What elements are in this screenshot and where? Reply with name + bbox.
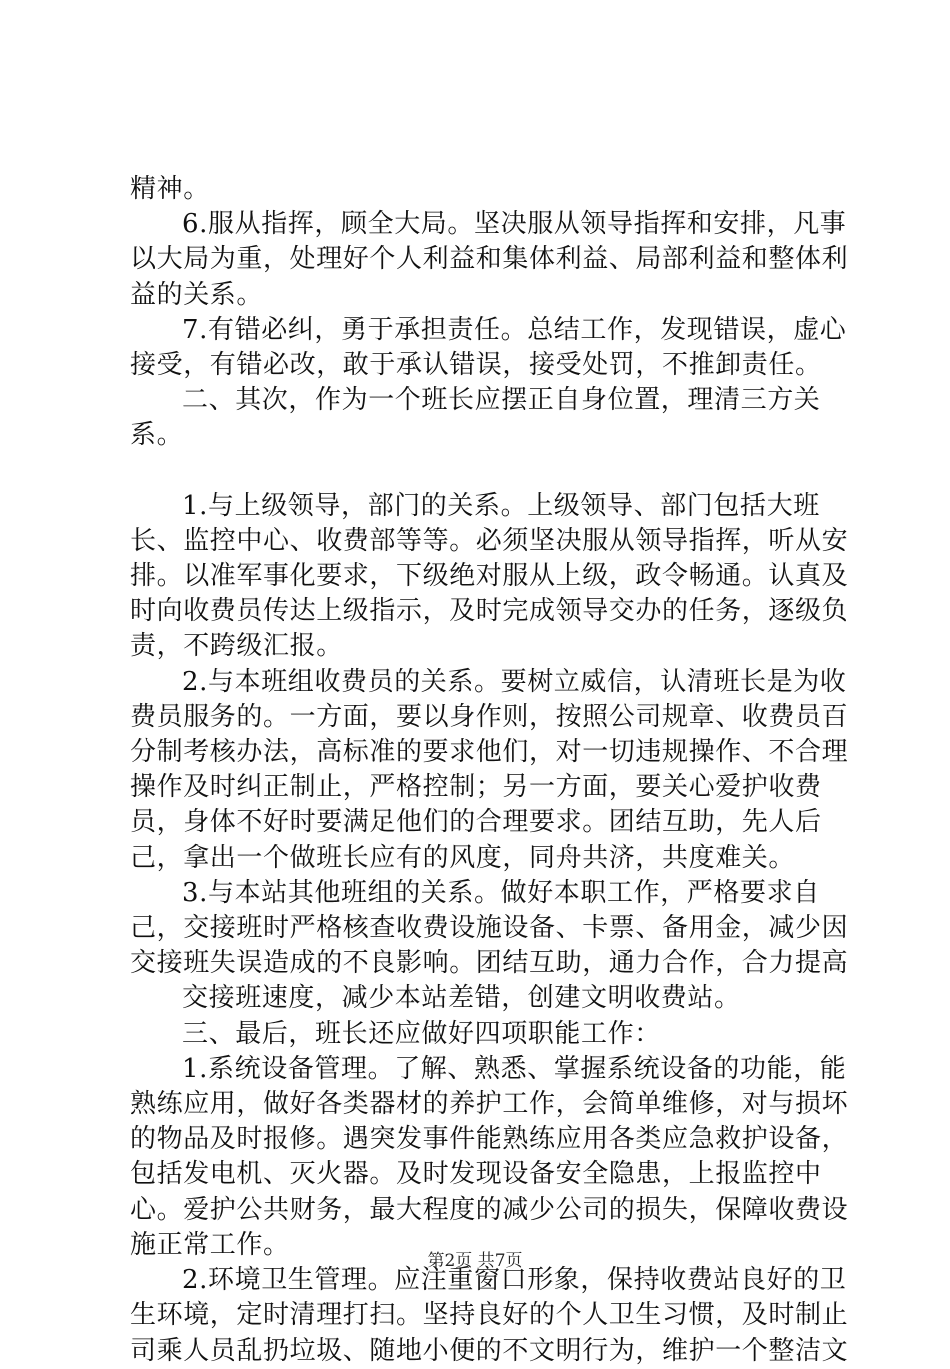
section-heading-2: 二、其次，作为一个班长应摆正自身位置，理清三方关系。 xyxy=(130,385,821,451)
paragraph-continuation: 精神。 xyxy=(130,174,210,204)
paragraph-relation-3: 3.与本站其他班组的关系。做好本职工作，严格要求自己，交接班时严格核查收费设施设备、卡票、备用金，减少因交接班失误造成的不良影响。团结互助，通力合作，合力提高 xyxy=(130,877,849,979)
paragraph-function-2: 2.环境卫生管理。应注重窗口形象，保持收费站良好的卫生环境，定时清理打扫。坚持良好的个人卫生习惯，及时制止司乘人员乱扔垃圾、随地小便的不文明行为，维护一个整洁文 xyxy=(130,1265,849,1366)
page-footer: 第2页 共7页 xyxy=(427,1251,523,1271)
paragraph-relation-3-continued: 交接班速度，减少本站差错，创建文明收费站。 xyxy=(182,983,741,1014)
section-heading-3: 三、最后，班长还应做好四项职能工作： xyxy=(182,1018,661,1049)
paragraph-relation-2: 2.与本班组收费员的关系。要树立威信，认清班长是为收费员服务的。一方面，要以身作则，按照公司规章、收费员百分制考核办法，高标准的要求他们，对一切违规操作、不合理操作及时纠正制止，严格控制；另一方面，要关心爱护收费员，身体不好时要满足他们的合理要求。团结互助，先人后己，拿出一个做班长应有的风度，同舟共济，共度难关。 xyxy=(130,666,849,873)
blank-line xyxy=(130,454,850,489)
paragraph-function-1: 1.系统设备管理。了解、熟悉、掌握系统设备的功能，能熟练应用，做好各类器材的养护工作，会简单维修，对与损坏的物品及时报修。遇突发事件能熟练应用各类应急救护设备，包括发电机、灭火器。及时发现设备安全隐患，上报监控中心。爱护公共财务，最大程度的减少公司的损失，保障收费设施正常工作。 xyxy=(130,1053,849,1260)
document-body xyxy=(130,172,850,1369)
paragraph-relation-1: 1.与上级领导，部门的关系。上级领导、部门包括大班长、监控中心、收费部等等。必须坚决服从领导指挥，听从安排。以准军事化要求，下级绝对服从上级，政令畅通。认真及时向收费员传达上级指示，及时完成领导交办的任务，逐级负责，不跨级汇报。 xyxy=(130,490,849,662)
paragraph-item-7: 7.有错必纠，勇于承担责任。总结工作，发现错误，虚心接受，有错必改，敢于承认错误，接受处罚，不推卸责任。 xyxy=(130,314,847,381)
paragraph-item-6: 6.服从指挥，顾全大局。坚决服从领导指挥和安排，凡事以大局为重，处理好个人利益和集体利益、局部利益和整体利益的关系。 xyxy=(130,209,849,310)
